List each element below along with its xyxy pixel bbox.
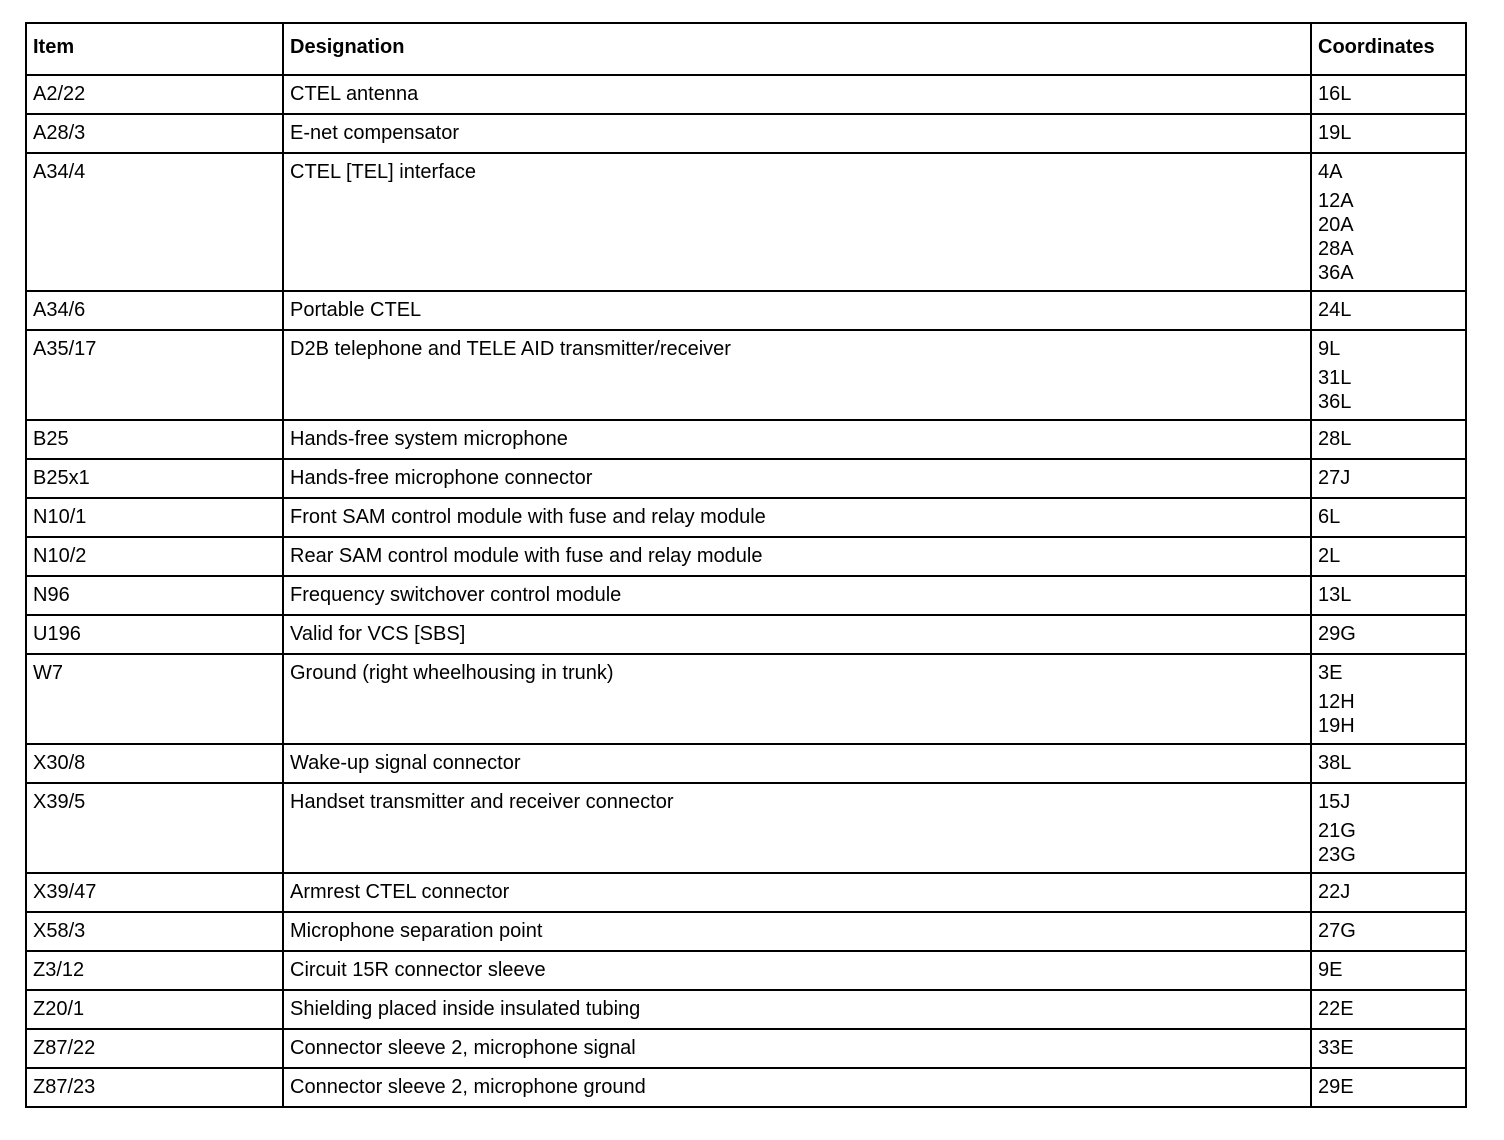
- coordinate-value: 9L: [1318, 338, 1341, 360]
- coordinates-cell: [1311, 912, 1466, 951]
- component-legend-sheet: [25, 22, 1465, 1108]
- coordinate-value: 19H: [1318, 715, 1355, 737]
- table-row: [26, 951, 1466, 990]
- designation-cell: Connector sleeve 2, microphone ground: [283, 1068, 1311, 1107]
- designation-cell: Connector sleeve 2, microphone signal: [283, 1029, 1311, 1068]
- coordinate-value: 15J: [1318, 791, 1351, 813]
- designation-cell: Rear SAM control module with fuse and relay module: [283, 537, 1311, 576]
- table-row: [26, 1068, 1466, 1107]
- coordinate-value: 22E: [1318, 998, 1354, 1020]
- coordinate-value: 21G: [1318, 820, 1356, 842]
- coordinates-cell: [1311, 498, 1466, 537]
- coordinate-value: 6L: [1318, 506, 1341, 528]
- coordinates-cell: [1311, 459, 1466, 498]
- table-row: [26, 744, 1466, 783]
- designation-cell: Portable CTEL: [283, 291, 1311, 330]
- item-cell: Z3/12: [26, 951, 283, 990]
- coordinate-value: 2L: [1318, 545, 1341, 567]
- coordinate-value: 36L: [1318, 391, 1352, 413]
- designation-cell: Front SAM control module with fuse and relay module: [283, 498, 1311, 537]
- item-cell: N10/2: [26, 537, 283, 576]
- item-cell: B25: [26, 420, 283, 459]
- coordinate-value: 27G: [1318, 920, 1356, 942]
- coordinate-value: 27J: [1318, 467, 1351, 489]
- coordinates-cell: [1311, 873, 1466, 912]
- item-cell: U196: [26, 615, 283, 654]
- table-row: [26, 330, 1466, 420]
- designation-cell: Hands-free microphone connector: [283, 459, 1311, 498]
- coordinates-cell: [1311, 654, 1466, 744]
- coordinates-cell: [1311, 537, 1466, 576]
- item-cell: Z87/22: [26, 1029, 283, 1068]
- coordinate-value: 3E: [1318, 662, 1343, 684]
- coordinate-value: 33E: [1318, 1037, 1354, 1059]
- table-row: [26, 990, 1466, 1029]
- designation-cell: Circuit 15R connector sleeve: [283, 951, 1311, 990]
- coordinate-value: 24L: [1318, 299, 1352, 321]
- table-row: [26, 912, 1466, 951]
- coordinate-value: 31L: [1318, 367, 1352, 389]
- coordinates-cell: [1311, 75, 1466, 114]
- coordinates-cell: [1311, 951, 1466, 990]
- table-row: [26, 615, 1466, 654]
- coordinate-value: 13L: [1318, 584, 1352, 606]
- coordinate-value: 12A: [1318, 190, 1354, 212]
- item-cell: N96: [26, 576, 283, 615]
- table-body: [26, 75, 1466, 1107]
- designation-cell: Frequency switchover control module: [283, 576, 1311, 615]
- coordinates-cell: [1311, 744, 1466, 783]
- designation-cell: Wake-up signal connector: [283, 744, 1311, 783]
- designation-cell: Valid for VCS [SBS]: [283, 615, 1311, 654]
- coordinate-value: 9E: [1318, 959, 1343, 981]
- coordinates-cell: [1311, 783, 1466, 873]
- coordinates-cell: [1311, 153, 1466, 291]
- designation-cell: D2B telephone and TELE AID transmitter/receiver: [283, 330, 1311, 420]
- table-row: [26, 114, 1466, 153]
- coordinate-value: 36A: [1318, 262, 1354, 284]
- item-cell: X39/47: [26, 873, 283, 912]
- header-item: Item: [26, 23, 283, 75]
- designation-cell: Ground (right wheelhousing in trunk): [283, 654, 1311, 744]
- coordinate-value: 38L: [1318, 752, 1352, 774]
- designation-cell: Handset transmitter and receiver connector: [283, 783, 1311, 873]
- item-cell: X58/3: [26, 912, 283, 951]
- coordinate-value: 28L: [1318, 428, 1352, 450]
- table-row: [26, 537, 1466, 576]
- item-cell: X39/5: [26, 783, 283, 873]
- item-cell: W7: [26, 654, 283, 744]
- designation-cell: CTEL [TEL] interface: [283, 153, 1311, 291]
- table-row: [26, 75, 1466, 114]
- component-legend-table: [25, 22, 1467, 1108]
- header-coordinates: Coordinates: [1311, 23, 1466, 75]
- item-cell: Z87/23: [26, 1068, 283, 1107]
- table-row: [26, 291, 1466, 330]
- coordinate-value: 19L: [1318, 122, 1352, 144]
- coordinate-value: 28A: [1318, 238, 1354, 260]
- item-cell: B25x1: [26, 459, 283, 498]
- table-header-row: [26, 23, 1466, 75]
- item-cell: A2/22: [26, 75, 283, 114]
- coordinates-cell: [1311, 990, 1466, 1029]
- designation-cell: CTEL antenna: [283, 75, 1311, 114]
- coordinates-cell: [1311, 114, 1466, 153]
- designation-cell: Microphone separation point: [283, 912, 1311, 951]
- item-cell: X30/8: [26, 744, 283, 783]
- table-row: [26, 498, 1466, 537]
- designation-cell: Armrest CTEL connector: [283, 873, 1311, 912]
- header-designation: Designation: [283, 23, 1311, 75]
- table-row: [26, 576, 1466, 615]
- coordinates-cell: [1311, 291, 1466, 330]
- table-row: [26, 1029, 1466, 1068]
- designation-cell: Shielding placed inside insulated tubing: [283, 990, 1311, 1029]
- table-row: [26, 873, 1466, 912]
- item-cell: Z20/1: [26, 990, 283, 1029]
- coordinate-value: 12H: [1318, 691, 1355, 713]
- coordinates-cell: [1311, 1029, 1466, 1068]
- coordinate-value: 29E: [1318, 1076, 1354, 1098]
- coordinates-cell: [1311, 615, 1466, 654]
- coordinates-cell: [1311, 330, 1466, 420]
- coordinate-value: 22J: [1318, 881, 1351, 903]
- table-row: [26, 783, 1466, 873]
- coordinate-value: 4A: [1318, 161, 1343, 183]
- coordinate-value: 20A: [1318, 214, 1354, 236]
- item-cell: A35/17: [26, 330, 283, 420]
- coordinate-value: 16L: [1318, 83, 1352, 105]
- designation-cell: E-net compensator: [283, 114, 1311, 153]
- table-row: [26, 420, 1466, 459]
- item-cell: A28/3: [26, 114, 283, 153]
- coordinates-cell: [1311, 1068, 1466, 1107]
- item-cell: A34/6: [26, 291, 283, 330]
- table-row: [26, 153, 1466, 291]
- coordinates-cell: [1311, 420, 1466, 459]
- coordinate-value: 29G: [1318, 623, 1356, 645]
- item-cell: N10/1: [26, 498, 283, 537]
- coordinate-value: 23G: [1318, 844, 1356, 866]
- table-row: [26, 654, 1466, 744]
- item-cell: A34/4: [26, 153, 283, 291]
- coordinates-cell: [1311, 576, 1466, 615]
- designation-cell: Hands-free system microphone: [283, 420, 1311, 459]
- table-row: [26, 459, 1466, 498]
